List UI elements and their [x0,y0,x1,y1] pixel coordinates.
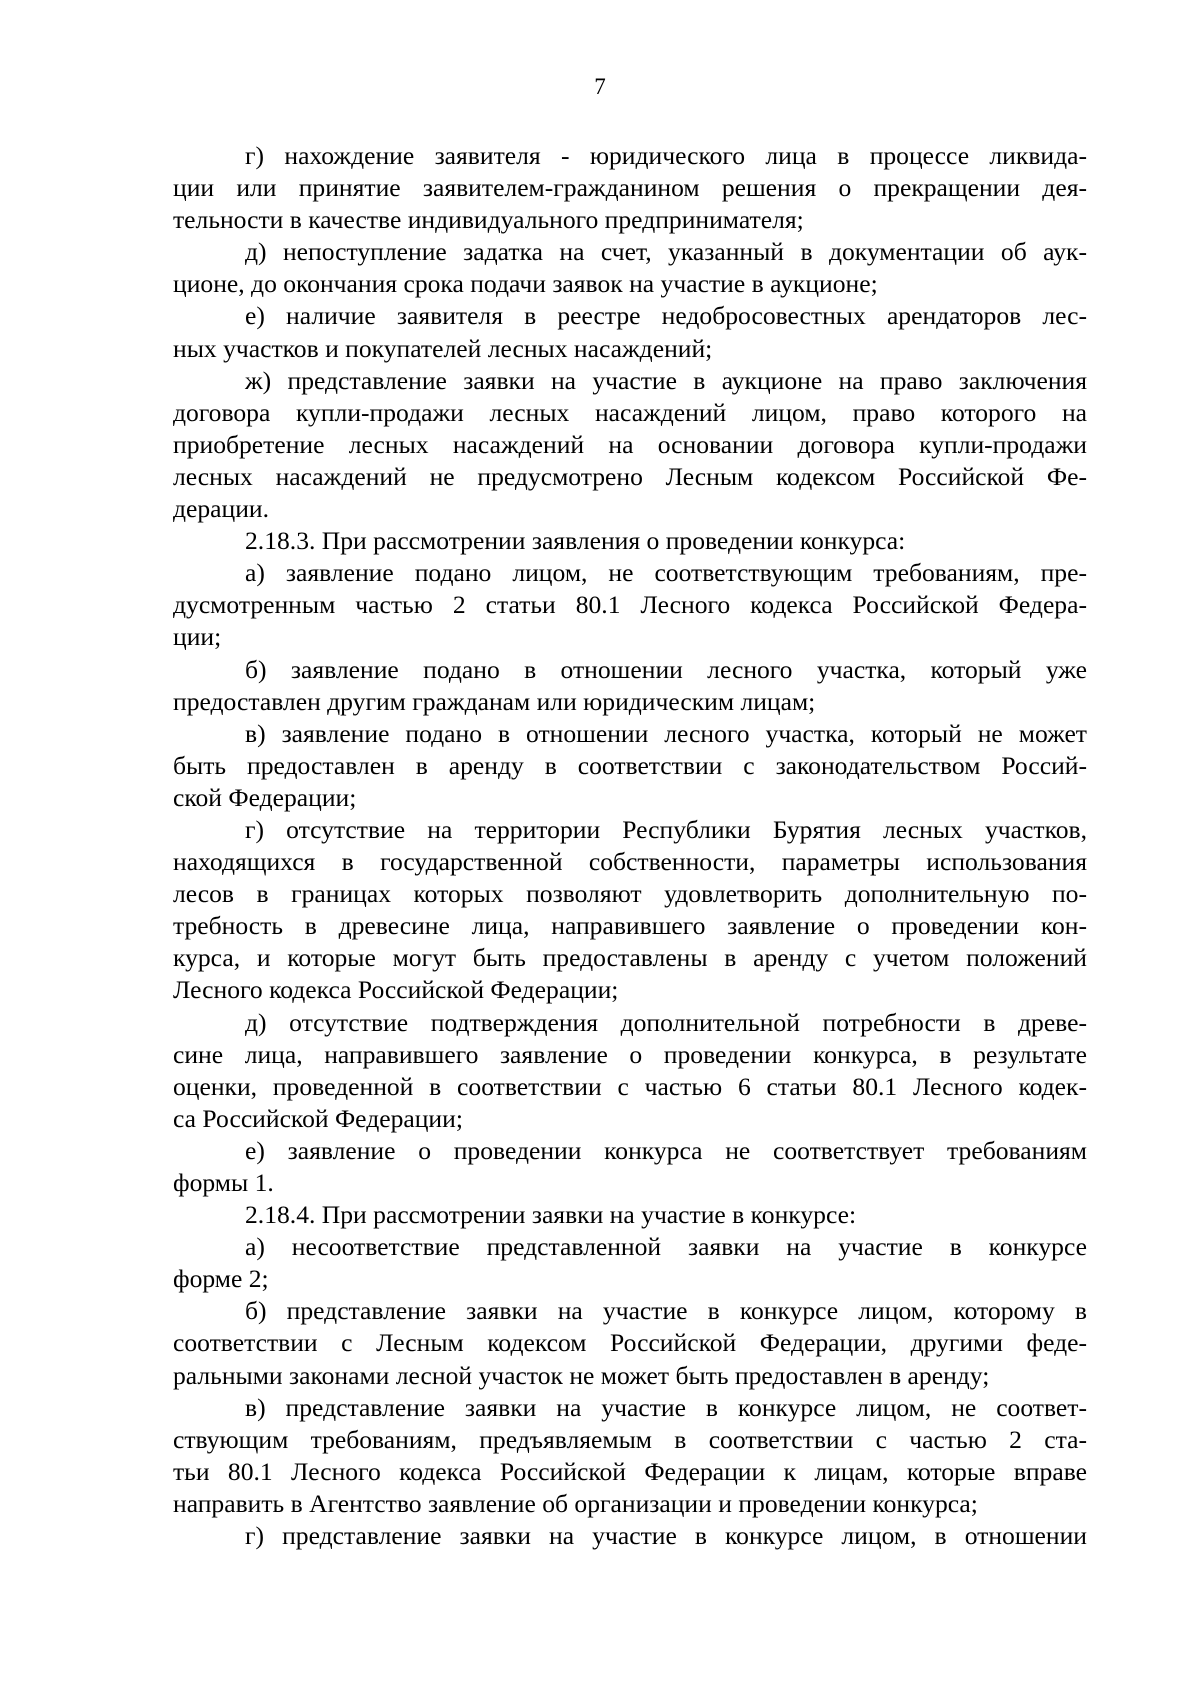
text-line: 2.18.3. При рассмотрении заявления о проведении конкурса: [245,526,906,556]
paragraph [173,1295,1087,1391]
text-line: находящихся в государственной собственности, параметры использования [173,847,1087,877]
text-line: приобретение лесных насаждений на основании договора купли-продажи [173,429,1087,459]
paragraph [173,140,1087,236]
paragraph [173,1392,1087,1520]
text-line: требность в древесине лица, направившего заявление о проведении кон- [173,911,1087,941]
paragraph [173,1520,1087,1552]
text-line: д) отсутствие подтверждения дополнительной потребности в древе- [245,1007,1087,1037]
text-line: оценки, проведенной в соответствии с частью 6 статьи 80.1 Лесного кодек- [173,1071,1087,1101]
text-line: б) заявление подано в отношении лесного участка, который уже [245,654,1087,684]
text-line: ральными законами лесной участок не может быть предоставлен в аренду; [173,1360,990,1390]
text-line: а) заявление подано лицом, не соответствующим требованиям, пре- [245,558,1087,588]
text-line: дусмотренным частью 2 статьи 80.1 Лесного кодекса Российской Федера- [173,590,1087,620]
text-line: лесов в границах которых позволяют удовлетворить дополнительную по- [173,879,1087,909]
text-line: ж) представление заявки на участие в аукционе на право заключения [245,365,1087,395]
paragraph [173,365,1087,525]
text-line: лесных насаждений не предусмотрено Лесным кодексом Российской Фе- [173,461,1087,491]
document-body [173,140,1087,1552]
paragraph [173,1007,1087,1135]
text-line: са Российской Федерации; [173,1103,463,1133]
text-line: в) заявление подано в отношении лесного участка, который не может [245,718,1087,748]
paragraph [173,300,1087,364]
page-number: 7 [594,74,606,99]
text-line: г) отсутствие на территории Республики Бурятия лесных участков, [245,814,1087,844]
text-line: ционе, до окончания срока подачи заявок на участие в аукционе; [173,269,878,299]
paragraph [173,1135,1087,1199]
text-line: курса, и которые могут быть предоставлены в аренду с учетом положений [173,943,1087,973]
text-line: ской Федерации; [173,782,357,812]
text-line: тельности в качестве индивидуального предпринимателя; [173,205,804,235]
paragraph [173,718,1087,814]
text-line: сине лица, направившего заявление о проведении конкурса, в результате [173,1039,1087,1069]
text-line: е) заявление о проведении конкурса не соответствует требованиям [245,1135,1087,1165]
text-line: быть предоставлен в аренду в соответствии с законодательством Россий- [173,750,1087,780]
paragraph [173,1231,1087,1295]
text-line: форме 2; [173,1264,269,1294]
text-line: ции; [173,622,222,652]
text-line: г) нахождение заявителя - юридического лица в процессе ликвида- [245,141,1087,170]
text-line: формы 1. [173,1168,274,1197]
text-line: соответствии с Лесным кодексом Российской Федерации, другими феде- [173,1328,1087,1358]
text-line: дерации. [173,494,270,524]
text-line: е) наличие заявителя в реестре недобросовестных арендаторов лес- [245,301,1087,331]
text-line: Лесного кодекса Российской Федерации; [173,975,619,1005]
text-line: б) представление заявки на участие в конкурсе лицом, которому в [245,1296,1087,1326]
paragraph [173,557,1087,653]
text-line: г) представление заявки на участие в конкурсе лицом, в отношении [245,1521,1087,1551]
paragraph [173,1199,1087,1231]
text-line: а) несоответствие представленной заявки на участие в конкурсе [245,1232,1087,1262]
text-line: 2.18.4. При рассмотрении заявки на участие в конкурсе: [245,1200,857,1230]
text-line: ции или принятие заявителем-гражданином решения о прекращении дея- [173,173,1087,203]
paragraph [173,814,1087,1007]
paragraph [173,525,1087,557]
text-line: д) непоступление задатка на счет, указанный в документации об аук- [245,237,1087,267]
text-line: тьи 80.1 Лесного кодекса Российской Федерации к лицам, которые вправе [173,1456,1087,1486]
text-line: ных участков и покупателей лесных насаждений; [173,333,713,363]
text-line: в) представление заявки на участие в конкурсе лицом, не соответ- [245,1392,1087,1422]
paragraph [173,236,1087,300]
text-line: направить в Агентство заявление об организации и проведении конкурса; [173,1488,978,1518]
paragraph [173,654,1087,718]
text-line: договора купли-продажи лесных насаждений лицом, право которого на [173,397,1087,427]
text-line: предоставлен другим гражданам или юридическим лицам; [173,686,816,716]
text-line: ствующим требованиям, предъявляемым в соответствии с частью 2 ста- [173,1424,1087,1454]
